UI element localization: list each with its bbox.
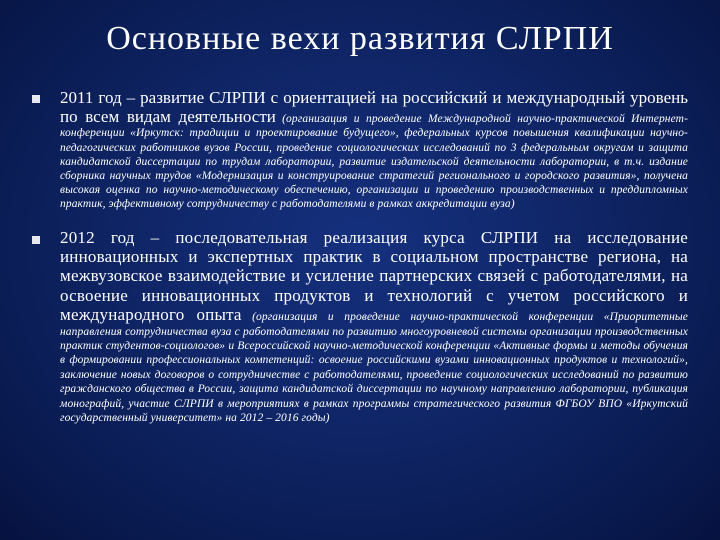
slide-title: Основные вехи развития СЛРПИ [106,20,614,57]
milestone-2011-lead: 2011 год – развитие СЛРПИ с ориентацией на российский и международный уровень по всем видам деятельности [60,88,688,127]
square-bullet-icon [32,236,40,244]
milestones-list [28,88,688,426]
milestone-2012-text [60,228,688,426]
square-bullet-icon [32,95,40,103]
milestone-2012 [28,228,688,426]
milestone-2012-lead: 2012 год – последовательная реализация курса СЛРПИ на исследование инновационных и экспертных практик в социальном пространстве региона, на межвузовское взаимодействие и усиление партнерских связей с работодателями, на освоение инновационных продуктов и технологий с учетом российского и международного опыта [60,227,688,325]
milestone-2011-detail: (организация и проведение Международной научно-практической Интернет-конференции «Иркутск: традиции и проектирование будущего», федеральных курсов повышения квалификации научно-педагогических работников вузов России, проведение социологических исследований по 3 федеральным округам и защита кандидатской диссертации по трудам лаборатории, развитие издательской деятельности лаборатории, в т.ч. издание сборника научных трудов «Модернизация и конструирование стратегий регионального и городского развития», получена высокая оценка по научно-методическому обеспечению, организации и проведению производственных и преддипломных практик, эффективному сотрудничеству с работодателями в рамках аккредитации вуза) [60,113,689,211]
milestone-2012-detail: (организация и проведение научно-практической конференции «Приоритетные направления сотрудничества вуза с работодателями по развитию многоуровневой системы организации производственных практик студентов-социологов» и Всероссийской научно-методической конференции «Активные формы и методы обучения в формировании профессиональных компетенций: освоение российскими вузами инновационных продуктов и технологий», заключение новых договоров о сотрудничестве с работодателями, проведение социологических исследований по развитию гражданского общества в России, защита кандидатской диссертации по научному направлению лаборатории, публикация монографий, участие СЛРПИ в мероприятиях в рамках программы стратегического развития ФГБОУ ВПО «Иркутский государственный университет» на 2012 – 2016 годы) [60,311,688,425]
milestone-2011 [28,88,688,212]
milestone-2011-text [60,88,688,212]
